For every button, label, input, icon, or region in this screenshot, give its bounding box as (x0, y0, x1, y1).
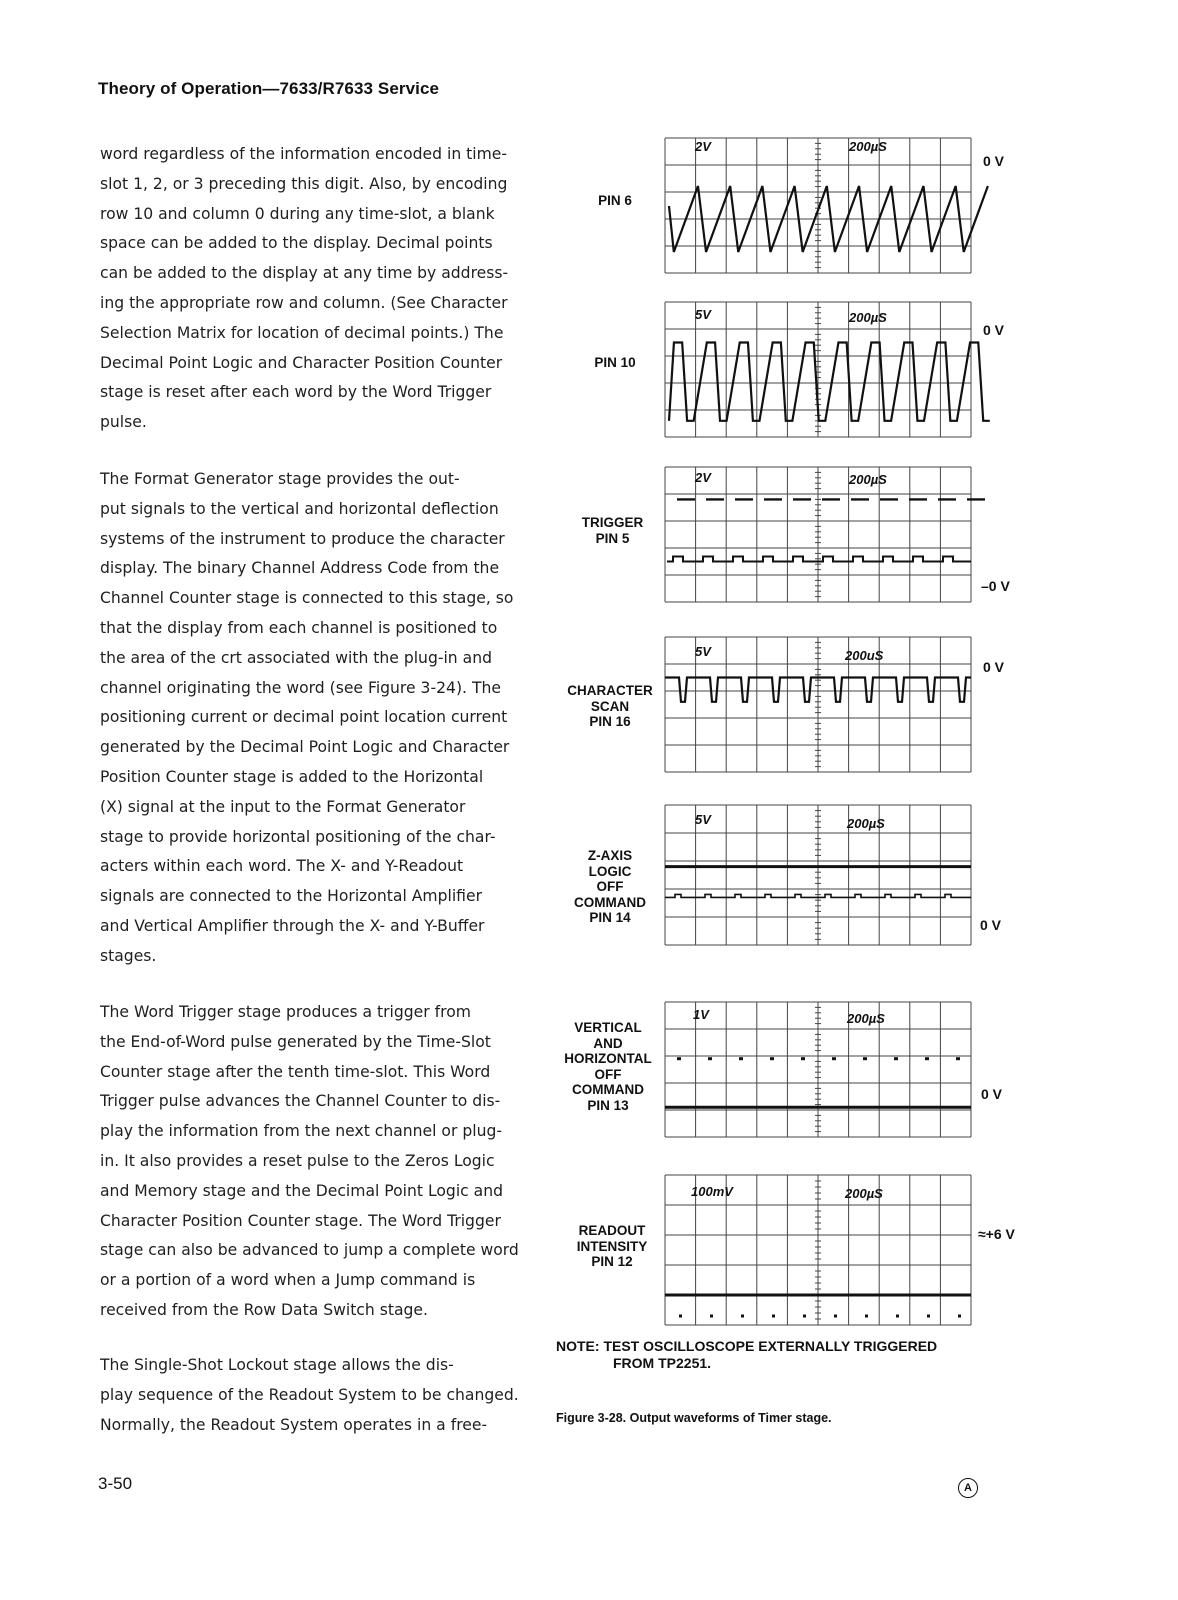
oscilloscope-trace-z-axis (665, 800, 985, 975)
volts-per-div-label: 5V (695, 644, 711, 659)
note-line-1: NOTE: TEST OSCILLOSCOPE EXTERNALLY TRIGGERED (556, 1338, 938, 1354)
paragraph-2: The Format Generator stage provides the out- put signals to the vertical and horizontal deflection systems of the instrument to produce the character display. The binary Channel Address Code from the Channel Counter stage is connected to this stage, so that the display from each channel is positioned to the area of the crt associated with the plug-in and channel originating the word (see Figure 3-24). The positioning current or decimal point location current generated by the Decimal Point Logic and Character Position Counter stage is added to the Horizontal (X) signal at the input to the Format Generator stage to provide horizontal positioning of the char- acters within each word. The X- and Y-Readout signals are connected to the Horizontal Amplifier and Vertical Amplifier through the X- and Y-Buffer stages. (100, 470, 514, 965)
scope-graticule (665, 997, 985, 1142)
reference-level-label: ≈+6 V (978, 1226, 1015, 1242)
note-line-2: FROM TP2251. (613, 1355, 712, 1371)
trace-trapezoid-wave (669, 343, 990, 421)
time-per-div-label: 200µS (847, 816, 885, 831)
scope-graticule (665, 800, 985, 975)
time-per-div-label: 200µS (849, 310, 887, 325)
volts-per-div-label: 2V (695, 470, 711, 485)
scope-label-readout-intensity: READOUT INTENSITY PIN 12 (576, 1223, 648, 1269)
scope-label-z-axis: Z-AXIS LOGIC OFF COMMAND PIN 14 (574, 848, 646, 925)
scope-graticule (665, 462, 985, 607)
scope-graticule (665, 297, 985, 442)
figure-note (556, 1338, 937, 1372)
volts-per-div-label: 2V (695, 139, 711, 154)
oscilloscope-trace-pin-10 (665, 297, 985, 442)
time-per-div-label: 200µS (845, 1186, 883, 1201)
oscilloscope-trace-vertical-horizontal (665, 997, 985, 1142)
volts-per-div-label: 100mV (691, 1184, 733, 1199)
scope-graticule (665, 133, 985, 278)
time-per-div-label: 200uS (845, 648, 884, 663)
scope-label-vertical-horizontal: VERTICAL AND HORIZONTAL OFF COMMAND PIN 13 (564, 1020, 652, 1113)
scope-label-pin-6: PIN 6 (598, 193, 632, 208)
reference-level-label: 0 V (983, 322, 1005, 338)
reference-level-label: 0 V (983, 153, 1005, 169)
figure-caption: Figure 3-28. Output waveforms of Timer stage. (556, 1411, 832, 1425)
paragraph-4: The Single-Shot Lockout stage allows the dis- play sequence of the Readout System to be changed. Normally, the Readout System operates in a free- (100, 1356, 519, 1434)
revision-mark: A (958, 1478, 978, 1498)
reference-level-label: 0 V (980, 917, 1002, 933)
scope-graticule (665, 1170, 985, 1335)
oscilloscope-trace-trigger (665, 462, 985, 607)
scope-label-trigger-pin-5: TRIGGER PIN 5 (581, 515, 644, 546)
graticule-grid (665, 1002, 971, 1137)
reference-level-label: –0 V (981, 578, 1010, 594)
volts-per-div-label: 5V (695, 307, 711, 322)
oscilloscope-trace-pin-6 (665, 133, 985, 278)
oscilloscope-trace-readout-intensity (665, 1170, 985, 1335)
scope-graticule (665, 632, 985, 777)
reference-level-label: 0 V (983, 659, 1005, 675)
time-per-div-label: 200µS (849, 139, 887, 154)
reference-level-label: 0 V (981, 1086, 1003, 1102)
volts-per-div-label: 5V (695, 812, 711, 827)
graticule-grid (665, 467, 971, 602)
scope-label-character-scan: CHARACTER SCAN PIN 16 (567, 683, 653, 729)
time-per-div-label: 200µS (849, 472, 887, 487)
page-number: 3-50 (98, 1474, 133, 1493)
time-per-div-label: 200µS (847, 1011, 885, 1026)
oscilloscope-trace-character-scan (665, 632, 985, 777)
scope-label-pin-10: PIN 10 (594, 355, 636, 370)
volts-per-div-label: 1V (693, 1007, 709, 1022)
paragraph-3: The Word Trigger stage produces a trigger from the End-of-Word pulse generated by the Time-Slot Counter stage after the tenth time-slot. This Word Trigger pulse advances the Channel Counter to dis- play the information from the next channel or plug- in. It also provides a reset pulse to the Zeros Logic and Memory stage and the Decimal Point Logic and Character Position Counter stage. The Word Trigger stage can also be advanced to jump a complete word or a portion of a word when a Jump command is received from the Row Data Switch stage. (100, 1003, 519, 1319)
paragraph-1: word regardless of the information encoded in time- slot 1, 2, or 3 preceding this digit. Also, by encoding row 10 and column 0 during any time-slot, a blank space can be added to the display. Decimal points can be added to the display at any time by address- ing the appropriate row and column. (See Character Selection Matrix for location of decimal points.) The Decimal Point Logic and Character Position Counter stage is reset after each word by the Word Trigger pulse. (100, 145, 509, 432)
page-header-title: Theory of Operation—7633/R7633 Service (98, 79, 440, 98)
